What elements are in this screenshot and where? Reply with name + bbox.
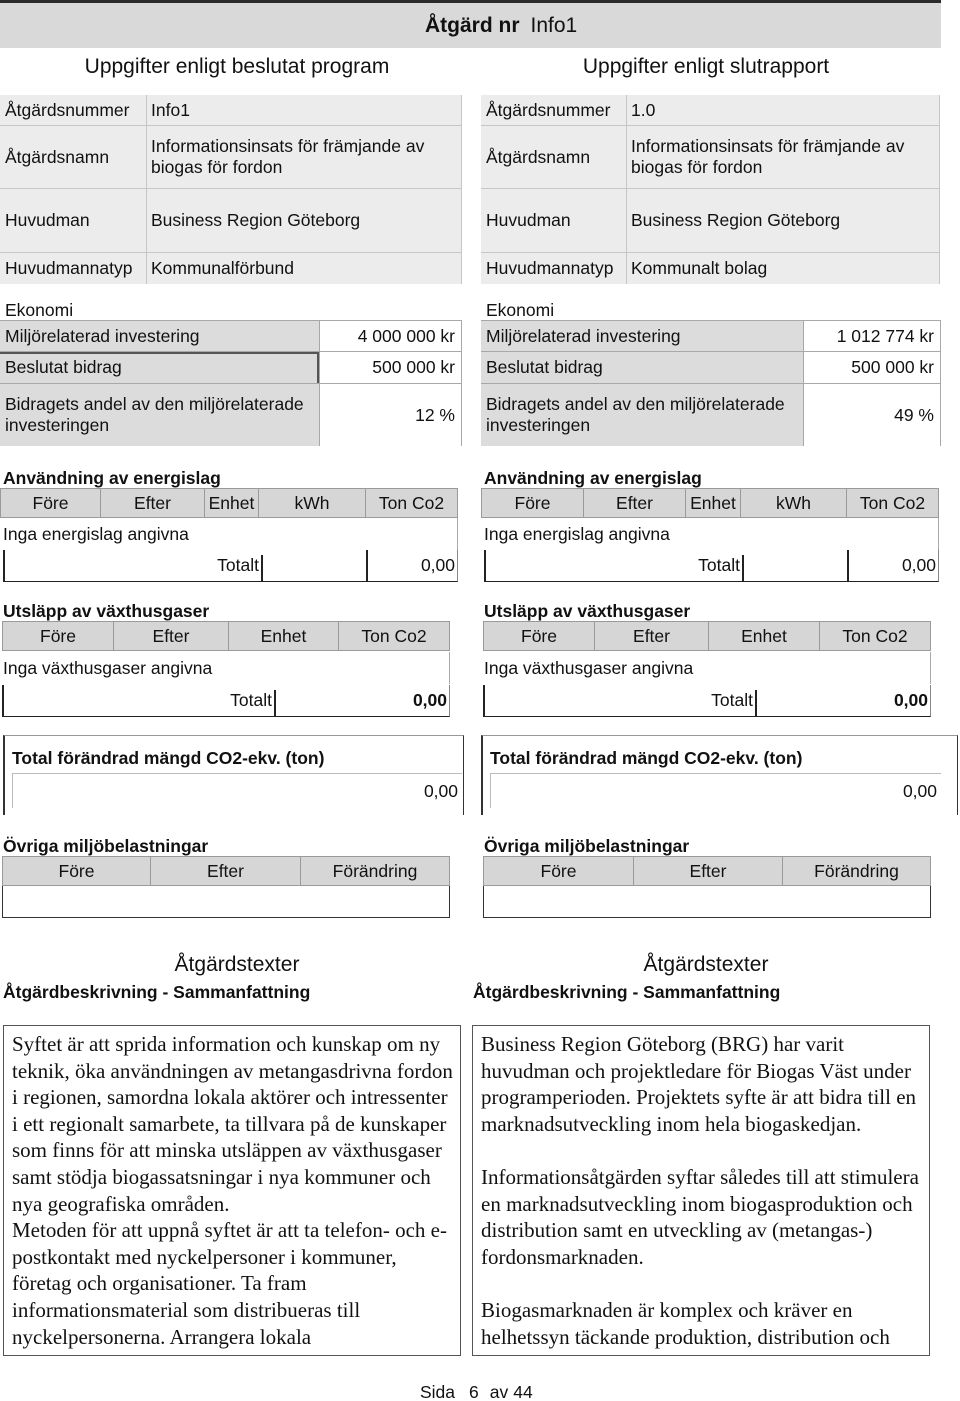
vaxthusgaser-empty: Inga växthusgaser angivna [0,652,450,684]
total-divider [366,550,368,581]
text-line: en marknadsutveckling inom biogasproduktion och [481,1191,913,1216]
text-line: i regionen, samordna lokala aktörer och intressenter [12,1085,448,1110]
vaxthusgaser-total-row [483,685,931,717]
info-label: Åtgärdsnamn [0,126,147,188]
paragraph [481,1297,929,1350]
energislag-total-row [3,550,458,582]
vaxthusgaser-title: Utsläpp av växthusgaser [3,601,210,621]
text-line: Metoden för att uppnå syftet är att ta telefon- och e- [12,1218,447,1243]
column-header: Före [3,857,151,885]
slutrapport-summary-text [472,1025,930,1356]
info-row-huvudman [0,188,462,252]
info-row-huvudmannatyp [481,252,940,284]
ekonomi-value: 12 % [320,384,462,446]
ekonomi-label: Bidragets andel av den miljörelaterade investeringen [481,384,804,446]
co2-value: 0,00 [902,780,937,801]
text-line: nya geografiska områden. [12,1191,230,1216]
column-header: Ton Co2 [859,492,926,513]
ekonomi-label: Miljörelaterad investering [481,321,804,351]
column-header: Förändring [332,860,418,881]
ekonomi-label: Beslutat bidrag [481,352,804,383]
column-header: Efter [595,622,709,650]
info-label: Åtgärdsnummer [0,95,147,125]
paragraph [481,1164,929,1270]
text-line: i ett regionalt samarbete, ta tillvara på de kunskaper [12,1111,447,1136]
co2-title: Total förändrad mängd CO2-ekv. (ton) [490,748,803,768]
energislag-title: Användning av energislag [484,468,702,488]
ovriga-empty-row [2,886,450,918]
text-line: Syftet är att sprida information och kunskap om ny [12,1032,441,1056]
column-header: Ton Co2 [361,625,427,646]
total-value: 0,00 [901,555,936,575]
text-line: programperioden. Projektets syfte är att bidra till en [481,1085,917,1110]
paragraph [12,1031,460,1217]
column-header: Efter [114,622,229,650]
page-total: 44 [513,1382,533,1401]
vaxthusgaser-header [483,621,931,651]
ovriga-title: Övriga miljöbelastningar [3,836,209,856]
ovriga-header [483,856,931,886]
column-header: Före [484,622,595,650]
page-footer [420,1384,533,1401]
text-line: som finns för att minska utsläppen av växthusgaser [12,1138,442,1163]
ekonomi-table [481,320,941,446]
column-heading: Uppgifter enligt beslutat program [84,55,390,78]
ekonomi-value: 4 000 000 kr [320,321,462,351]
paragraph [481,1031,929,1137]
ekonomi-row-bidrag [481,351,941,383]
text-line: samt stödja biogassatsningar i nya kommuner och [12,1164,431,1189]
column-header: Ton Co2 [378,492,445,513]
co2-value-field [490,773,941,808]
ekonomi-value: 500 000 kr [804,352,941,383]
column-header: Före [1,489,101,517]
info-label: Huvudman [481,189,627,252]
co2-total-box [3,735,464,815]
page-number: 6 [469,1382,479,1401]
program-summary-text [3,1025,461,1356]
page-of-label: av [489,1382,509,1401]
ekonomi-label: Beslutat bidrag [0,352,320,383]
column-header: Efter [584,489,686,517]
total-value: 0,00 [420,555,455,575]
text-line: distribution samt en utveckling av (metangas-) [481,1218,873,1243]
total-label: Totalt [230,690,272,710]
column-header: Efter [101,489,205,517]
total-divider [755,690,757,716]
total-label: Totalt [217,555,259,575]
ekonomi-row-andel [481,383,941,446]
energislag-header [0,488,458,518]
info-row-namn [481,125,940,188]
total-divider [847,550,849,581]
ekonomi-row-investering [0,321,462,351]
ekonomi-title: Ekonomi [486,300,555,320]
co2-total-box [481,735,958,815]
ekonomi-row-investering [481,321,941,351]
ekonomi-label: Bidragets andel av den miljörelaterade investeringen [0,384,320,446]
column-header: Före [484,857,634,885]
text-line: postkontakt med nyckelpersoner i kommuner, [12,1244,397,1269]
text-line: fordonsmarknaden. [481,1244,644,1269]
title-value: Info1 [530,14,578,37]
vaxthusgaser-empty: Inga växthusgaser angivna [481,652,931,684]
texter-subheading: Åtgärdbeskrivning - Sammanfattning [473,982,781,1002]
total-label: Totalt [698,555,740,575]
ovriga-empty-row [483,886,931,918]
total-label: Totalt [711,690,753,710]
energislag-title: Användning av energislag [3,468,221,488]
text-line: Business Region Göteborg (BRG) har varit [481,1032,844,1056]
text-line: nyckelpersonerna. Arrangera lokala [12,1324,312,1349]
ekonomi-row-andel [0,383,462,446]
info-value: Informationsinsats för främjande av biogas för fordon [627,126,940,188]
total-divider [274,690,276,716]
ekonomi-value: 500 000 kr [320,352,462,383]
text-line: marknadsutveckling inom hela biogaskedjan. [481,1111,862,1136]
info-row-huvudman [481,188,940,252]
ekonomi-value: 1 012 774 kr [804,321,941,351]
text-line: företag och organisationer. Ta fram [12,1271,307,1296]
co2-value-field [12,773,462,808]
info-label: Åtgärdsnummer [481,95,627,125]
vaxthusgaser-title: Utsläpp av växthusgaser [484,601,691,621]
column-header: kWh [741,489,847,517]
column-header: Efter [151,857,301,885]
info-row-huvudmannatyp [0,252,462,284]
ekonomi-row-bidrag [0,351,462,383]
info-value: Informationsinsats för främjande av biogas för fordon [147,126,462,188]
ekonomi-value: 49 % [804,384,941,446]
texter-heading: Åtgärdstexter [174,953,300,976]
energislag-empty: Inga energislag angivna [481,518,939,550]
co2-value: 0,00 [423,780,458,801]
total-value: 0,00 [412,690,447,710]
page-label: Sida [420,1382,456,1401]
column-header: Före [482,489,584,517]
texter-heading: Åtgärdstexter [643,953,769,976]
column-header: Enhet [686,489,741,517]
column-heading: Uppgifter enligt slutrapport [582,55,830,78]
info-table [0,95,462,284]
paragraph [12,1217,460,1350]
info-value: Business Region Göteborg [627,189,940,252]
vaxthusgaser-total-row [2,685,450,717]
ekonomi-table [0,320,462,446]
info-row-nummer [481,95,940,125]
info-label: Huvudmannatyp [481,253,627,284]
energislag-empty: Inga energislag angivna [0,518,458,550]
energislag-total-row [484,550,939,582]
column-header: Efter [634,857,783,885]
column-header: Ton Co2 [842,625,908,646]
info-table [481,95,940,284]
ovriga-title: Övriga miljöbelastningar [484,836,690,856]
info-label: Huvudmannatyp [0,253,147,284]
texter-subheading: Åtgärdbeskrivning - Sammanfattning [3,982,311,1002]
text-line: Informationsåtgärden syftar således till att stimulera [481,1164,919,1189]
info-value: 1.0 [627,95,940,125]
text-line: huvudman och projektledare för Biogas Väst under [481,1058,911,1083]
column-header: Enhet [229,622,339,650]
title-label: Åtgärd nr [425,14,520,37]
column-header: kWh [259,489,366,517]
info-value: Info1 [147,95,462,125]
column-header: Före [3,622,114,650]
text-line: teknik, öka användningen av metangasdrivna fordon [12,1058,453,1083]
column-header: Enhet [205,489,259,517]
co2-title: Total förändrad mängd CO2-ekv. (ton) [12,748,325,768]
text-line: Biogasmarknaden är komplex och kräver en [481,1297,853,1322]
info-value: Kommunalförbund [147,253,462,284]
info-label: Huvudman [0,189,147,252]
column-header: Enhet [709,622,820,650]
column-header: Förändring [814,860,899,881]
info-value: Kommunalt bolag [627,253,940,284]
info-row-nummer [0,95,462,125]
text-line: informationsmaterial som distribueras till [12,1297,361,1322]
ekonomi-label: Miljörelaterad investering [0,321,320,351]
text-line: helhetssyn täckande produktion, distribution och [481,1324,890,1349]
total-divider [261,555,263,581]
info-value: Business Region Göteborg [147,189,462,252]
info-row-namn [0,125,462,188]
energislag-header [481,488,939,518]
ekonomi-title: Ekonomi [5,300,74,320]
info-label: Åtgärdsnamn [481,126,627,188]
ovriga-header [2,856,450,886]
total-divider [742,555,744,581]
vaxthusgaser-header [2,621,450,651]
total-value: 0,00 [893,690,928,710]
